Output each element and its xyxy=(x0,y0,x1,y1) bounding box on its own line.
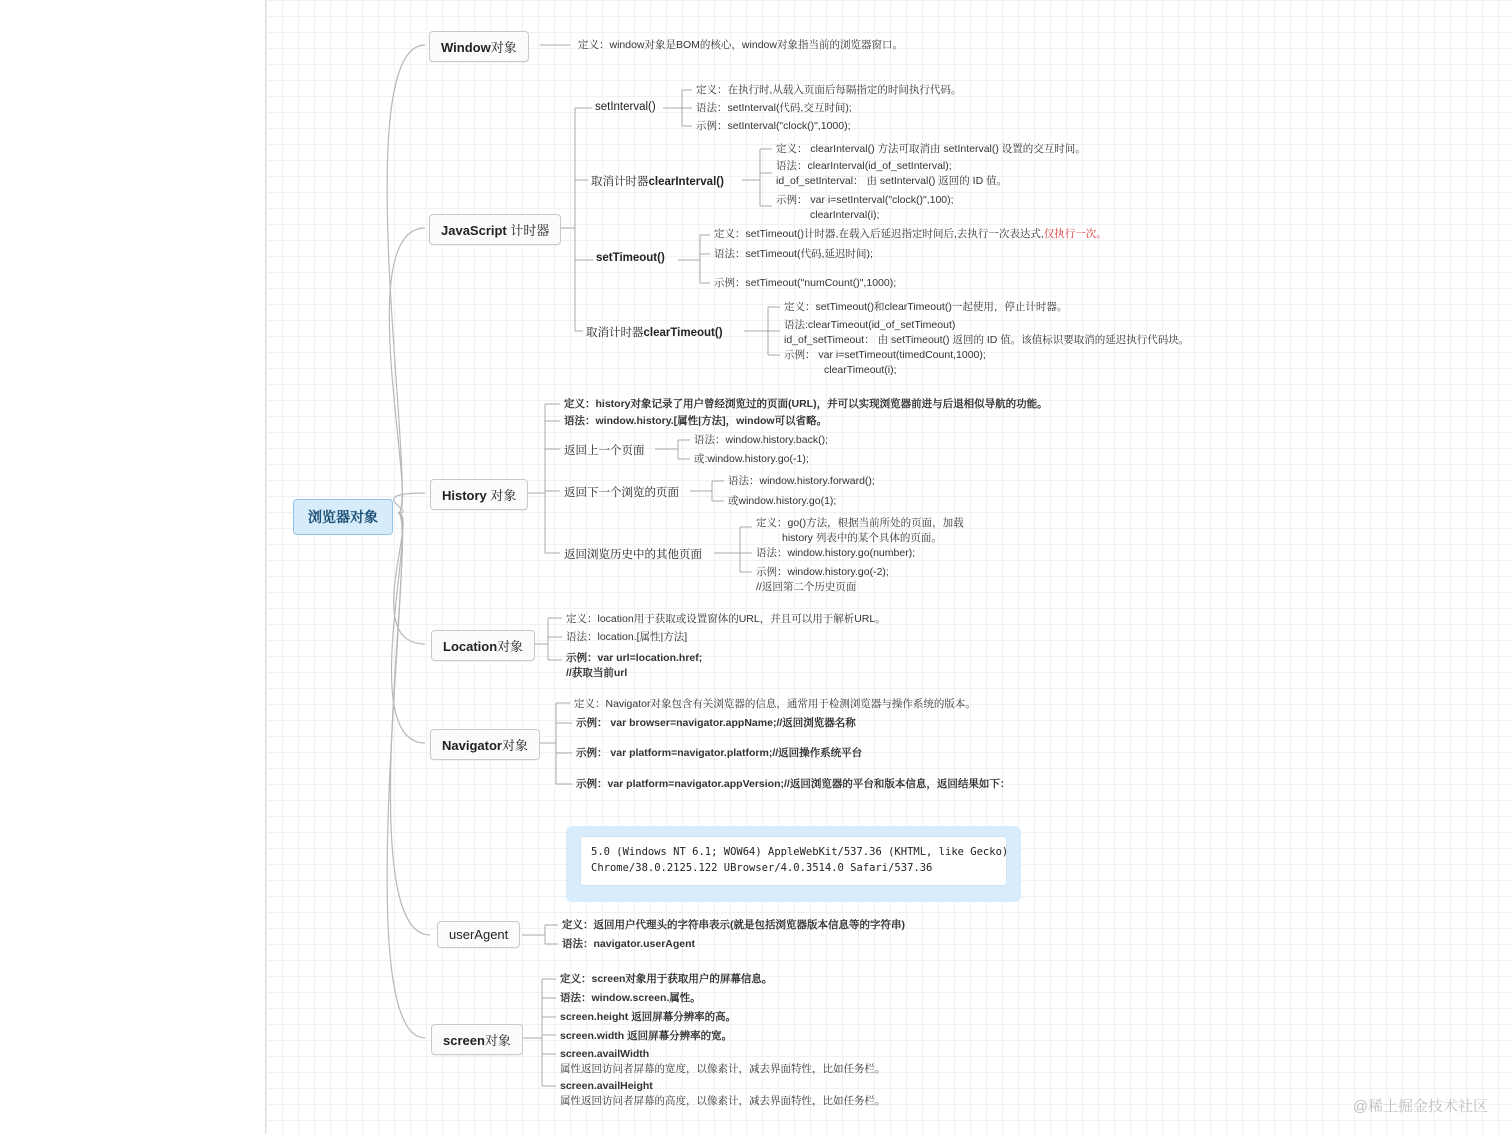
cleartimeout-example xyxy=(784,348,986,378)
node-history-label-bold: History xyxy=(442,488,487,503)
node-screen-object[interactable] xyxy=(431,1024,523,1055)
history-go-definition-line2: history 列表中的某个具体的页面。 xyxy=(782,532,942,545)
useragent-code-text xyxy=(580,836,1007,886)
node-location-object[interactable] xyxy=(431,630,535,661)
history-forward-syntax: 语法：window.history.forward(); xyxy=(728,475,875,487)
useragent-code-line1: 5.0 (Windows NT 6.1; WOW64) AppleWebKit/537.36 (KHTML, like Gecko) xyxy=(591,846,1009,858)
navigator-definition: 定义：Navigator对象包含有关浏览器的信息，通常用于检测浏览器与操作系统的版本。 xyxy=(574,698,976,710)
settimeout-definition-highlight: 仅执行一次。 xyxy=(1043,228,1107,240)
history-go-example-line2: //返回第二个历史页面 xyxy=(756,581,857,594)
clearinterval-example-line2: clearInterval(i); xyxy=(810,209,880,222)
navigator-example-3: 示例：var platform=navigator.appVersion;//返回浏览器的平台和版本信息，返回结果如下： xyxy=(576,778,1011,790)
settimeout-syntax: 语法：setTimeout(代码,延迟时间); xyxy=(714,248,873,260)
clearinterval-syntax xyxy=(776,159,1007,189)
screen-availheight-desc: 属性返回访问者屏幕的高度，以像素计，减去界面特性，比如任务栏。 xyxy=(560,1095,886,1108)
screen-availwidth xyxy=(560,1047,886,1077)
node-location-label-bold: Location xyxy=(443,639,498,654)
screen-width: screen.width 返回屏幕分辨率的宽。 xyxy=(560,1030,733,1042)
screen-availwidth-desc: 属性返回访问者屏幕的宽度，以像素计，减去界面特性，比如任务栏。 xyxy=(560,1063,886,1076)
window-definition xyxy=(578,38,903,53)
location-definition: 定义：location用于获取或设置窗体的URL，并且可以用于解析URL。 xyxy=(566,613,886,625)
node-cleartimeout[interactable] xyxy=(586,324,723,340)
cleartimeout-title-prefix: 取消计时器 xyxy=(586,327,644,339)
cleartimeout-example-line1: 示例： var i=setTimeout(timedCount,1000); xyxy=(784,349,986,361)
history-syntax: 语法：window.history.[属性|方法]，window可以省略。 xyxy=(564,415,828,427)
location-example-line1: 示例：var url=location.href; xyxy=(566,652,703,664)
clearinterval-example xyxy=(776,193,954,223)
cleartimeout-example-line2: clearTimeout(i); xyxy=(824,364,897,377)
node-settimeout[interactable]: setTimeout() xyxy=(596,252,665,264)
node-history-go[interactable]: 返回浏览历史中的其他页面 xyxy=(564,549,702,561)
clearinterval-title-bold: clearInterval() xyxy=(648,176,724,188)
node-navigator-label-bold: Navigator xyxy=(442,738,502,753)
clearinterval-title-prefix: 取消计时器 xyxy=(591,176,649,188)
history-go-definition-line1: 定义：go()方法，根据当前所处的页面，加载 xyxy=(756,517,964,529)
left-blank-pane xyxy=(0,0,265,1134)
node-screen-label-rest: 对象 xyxy=(484,1033,511,1048)
clearinterval-syntax-line1: 语法：clearInterval(id_of_setInterval); xyxy=(776,160,952,172)
history-go-definition xyxy=(756,516,964,546)
useragent-code-box xyxy=(566,826,1021,902)
node-screen-label-bold: screen xyxy=(443,1033,485,1048)
clearinterval-definition: 定义： clearInterval() 方法可取消由 setInterval() 设置的交互时间。 xyxy=(776,143,1086,155)
history-go-example xyxy=(756,565,889,595)
screen-availwidth-title: screen.availWidth xyxy=(560,1048,650,1060)
screen-availheight-title: screen.availHeight xyxy=(560,1080,653,1092)
setinterval-example: 示例：setInterval("clock()",1000); xyxy=(696,120,851,132)
clearinterval-example-line1: 示例： var i=setInterval("clock()",100); xyxy=(776,194,954,206)
setinterval-definition: 定义：在执行时,从载入页面后每隔指定的时间执行代码。 xyxy=(696,84,962,96)
screen-height: screen.height 返回屏幕分辨率的高。 xyxy=(560,1011,737,1023)
watermark: @稀土掘金技术社区 xyxy=(1352,1098,1488,1115)
node-clearinterval[interactable] xyxy=(591,173,724,189)
history-back-alt: 或:window.history.go(-1); xyxy=(694,453,809,465)
node-timer-label-bold: JavaScript xyxy=(441,223,507,238)
useragent-code-line2: Chrome/38.0.2125.122 UBrowser/4.0.3514.0 Safari/537.36 xyxy=(591,861,933,874)
node-history-object[interactable] xyxy=(430,479,528,510)
cleartimeout-syntax-line1: 语法:clearTimeout(id_of_setTimeout) xyxy=(784,319,956,331)
node-navigator-object[interactable] xyxy=(430,729,540,760)
node-setinterval[interactable]: setInterval() xyxy=(595,101,656,113)
node-window-label-bold: Window xyxy=(441,40,491,55)
clearinterval-syntax-line2: id_of_setInterval： 由 setInterval() 返回的 ID 值。 xyxy=(776,175,1008,188)
screen-availheight xyxy=(560,1079,886,1109)
node-history-label-rest: 对象 xyxy=(486,488,517,503)
location-example xyxy=(566,651,702,681)
node-location-label-rest: 对象 xyxy=(497,639,524,654)
node-navigator-label-rest: 对象 xyxy=(501,738,528,753)
cleartimeout-syntax-line2: id_of_setTimeout： 由 setTimeout() 返回的 ID 值。该值标识要取消的延迟执行代码块。 xyxy=(784,334,1190,347)
node-history-forward[interactable]: 返回下一个浏览的页面 xyxy=(564,487,679,499)
settimeout-definition-text: 定义：setTimeout()计时器,在载入后延迟指定时间后,去执行一次表达式, xyxy=(714,228,1044,240)
navigator-example-2: 示例： var platform=navigator.platform;//返回操作系统平台 xyxy=(576,747,863,759)
location-example-line2: //获取当前url xyxy=(566,667,628,680)
root-node[interactable]: 浏览器对象 xyxy=(293,499,393,535)
node-timer-label-rest: 计时器 xyxy=(506,223,550,238)
useragent-definition: 定义：返回用户代理头的字符串表示(就是包括浏览器版本信息等的字符串) xyxy=(562,919,905,931)
settimeout-example: 示例：setTimeout("numCount()",1000); xyxy=(714,277,897,289)
cleartimeout-title-bold: clearTimeout() xyxy=(643,327,723,339)
navigator-example-1: 示例： var browser=navigator.appName;//返回浏览器名称 xyxy=(576,717,856,729)
history-go-example-line1: 示例：window.history.go(-2); xyxy=(756,566,889,578)
history-definition: 定义：history对象记录了用户曾经浏览过的页面(URL)，并可以实现浏览器前进与后退相似导航的功能。 xyxy=(564,398,1048,410)
history-go-syntax: 语法：window.history.go(number); xyxy=(756,547,916,559)
cleartimeout-definition: 定义：setTimeout()和clearTimeout()一起使用，停止计时器。 xyxy=(784,301,1068,313)
history-back-syntax: 语法：window.history.back(); xyxy=(694,434,829,446)
node-history-back[interactable]: 返回上一个页面 xyxy=(564,445,645,457)
node-window-label-rest: 对象 xyxy=(490,40,517,55)
location-syntax: 语法：location.[属性|方法] xyxy=(566,631,688,643)
cleartimeout-syntax xyxy=(784,318,1189,348)
node-javascript-timer[interactable] xyxy=(429,214,561,245)
settimeout-definition xyxy=(714,227,1107,242)
node-window-object[interactable] xyxy=(429,31,529,62)
window-definition-text: 定义：window对象是BOM的核心，window对象指当前的浏览器窗口。 xyxy=(578,39,903,51)
screen-syntax: 语法：window.screen.属性。 xyxy=(560,992,701,1004)
history-forward-alt: 或window.history.go(1); xyxy=(728,495,837,507)
setinterval-syntax: 语法：setInterval(代码,交互时间); xyxy=(696,102,852,114)
useragent-syntax: 语法：navigator.userAgent xyxy=(562,938,696,950)
screen-definition: 定义：screen对象用于获取用户的屏幕信息。 xyxy=(560,973,773,985)
node-useragent[interactable]: userAgent xyxy=(437,921,520,948)
